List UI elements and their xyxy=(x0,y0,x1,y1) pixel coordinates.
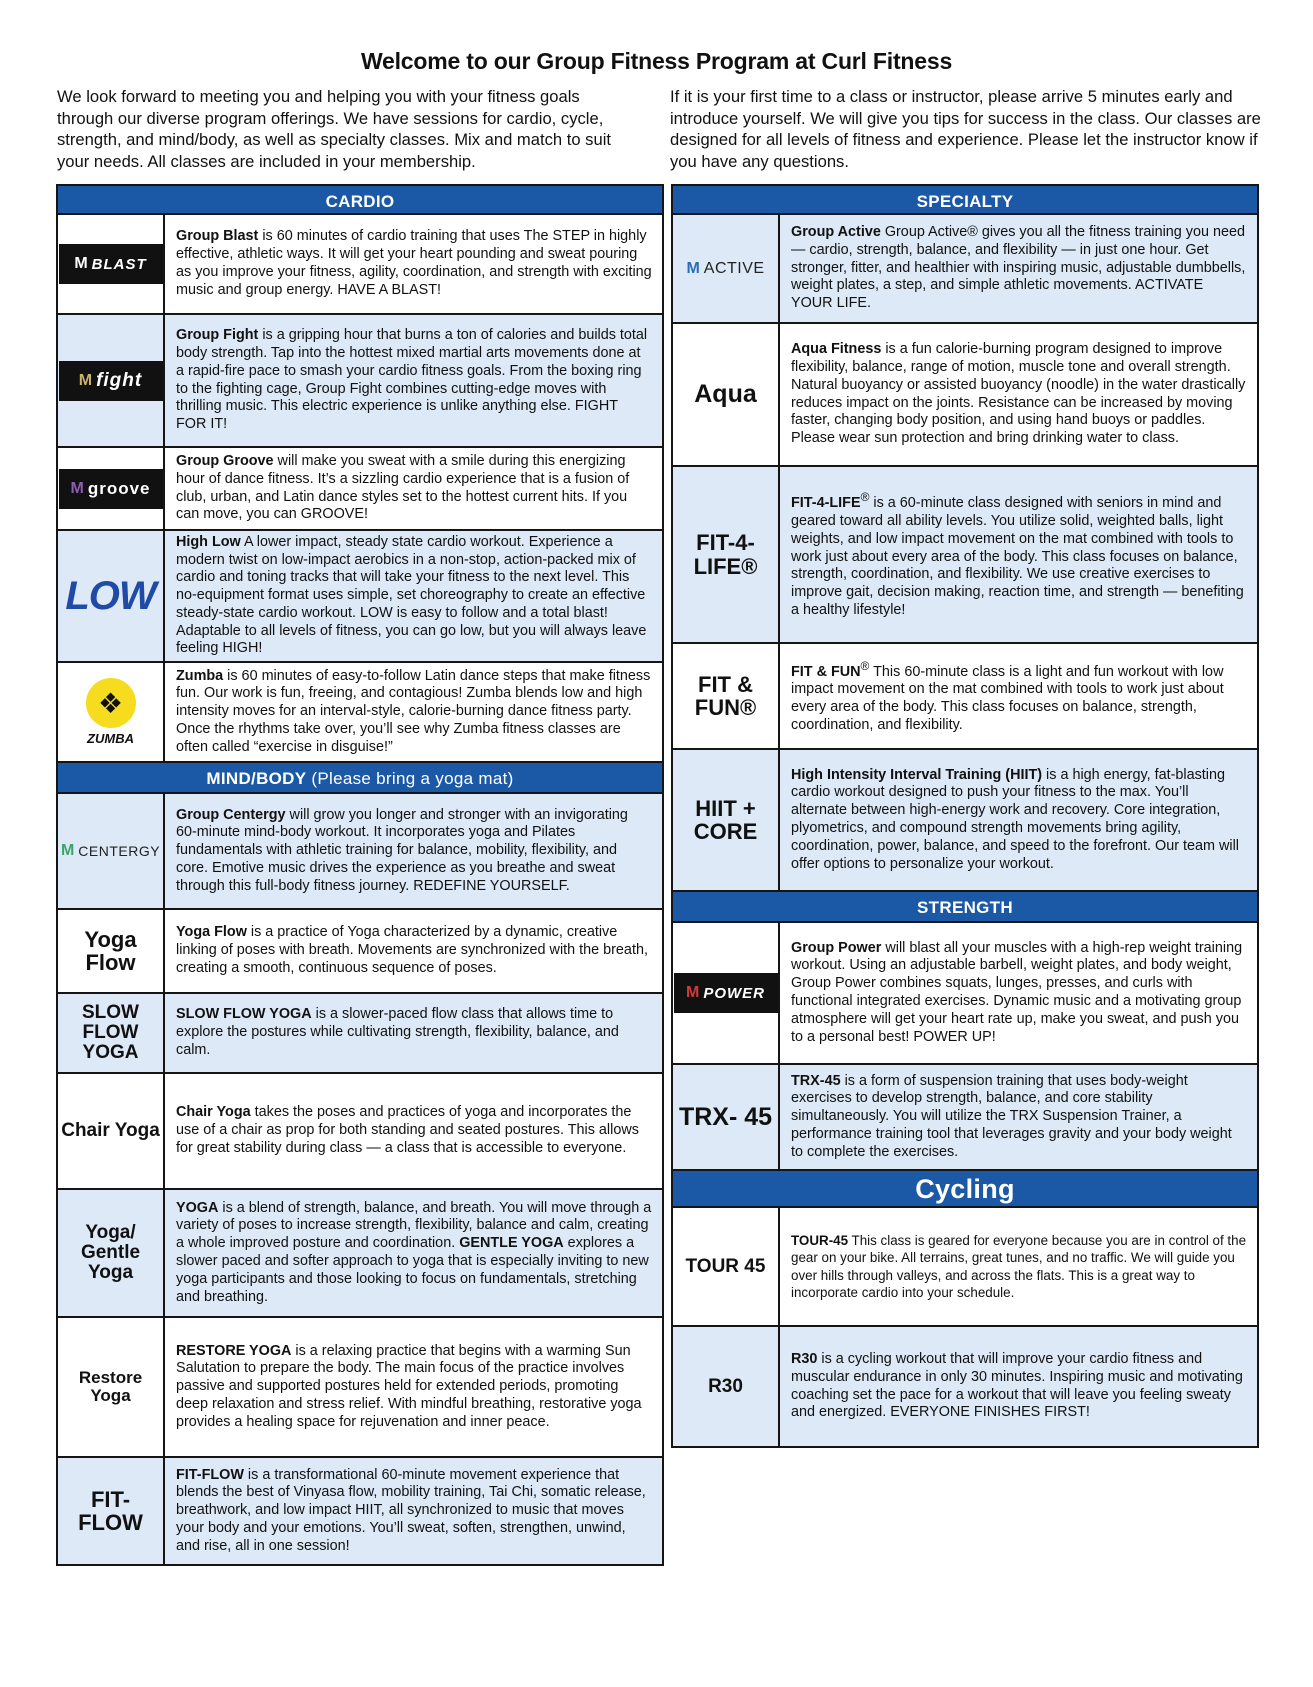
class-row-fit-fun xyxy=(671,644,1259,750)
zumba-dancer-icon: ❖ xyxy=(86,678,136,728)
class-row-tour-45 xyxy=(671,1208,1259,1327)
fit-flow-label: FIT- FLOW xyxy=(78,1486,143,1535)
class-row-aqua xyxy=(671,324,1259,467)
group-groove-description: Group Groove will make you sweat with a smile during this energizing hour of dance fitness. It’s a sizzling cardio experience that is a fusion of club, urban, and Latin dance styles set to the hottest current hits. If you can move, you can GROOVE! xyxy=(176,452,630,523)
m-mark-icon: M xyxy=(60,842,75,859)
r30-label: R30 xyxy=(708,1375,743,1397)
left-column xyxy=(56,184,664,1566)
group-blast-logo: M BLAST xyxy=(58,215,165,313)
group-fight-logo: M fight xyxy=(58,315,165,446)
class-row-trx-45 xyxy=(671,1065,1259,1171)
trx-45-label: TRX- 45 xyxy=(678,1102,773,1131)
gentle-yoga-description: YOGA is a blend of strength, balance, and breath. You will move through a variety of poses to increase strength, flexibility, balance and calm, creating a whole improved posture and coordination. GENTLE YOGA explores a slower paced and softer approach to yoga that is especially inviting to new yoga participants and those looking to focus on fundamentals, stretching and breathing. xyxy=(176,1199,652,1305)
fit-4-life-label: FIT-4- LIFE® xyxy=(693,530,758,579)
low-logo: LOW xyxy=(58,531,165,661)
group-centergy-logo: M CENTERGY xyxy=(58,794,165,908)
group-power-logo: M POWER xyxy=(673,923,780,1063)
fit-flow-description: FIT-FLOW is a transformational 60-minute movement experience that blends the best of Vinyasa flow, mobility training, Tai Chi, somatic release, breathwork, and low impact HIIT, all synchronized to music that moves your body and your emotions. You’ll sweat, soften, strengthen, unwind, and rise, all in one session! xyxy=(176,1466,646,1554)
tour-45-description: TOUR-45 This class is geared for everyone because you are in control of the gear on your bike. All terrains, great tunes, and no traffic. We will guide you over hills through valleys, and across the flats. This is a great way to incorporate cardio into your schedule. xyxy=(791,1233,1247,1300)
right-column xyxy=(671,184,1259,1448)
group-centergy-description: Group Centergy will grow you longer and stronger with an invigorating 60-minute mind-body workout. It incorporates yoga and Pilates fundamentals with athletic training for balance, mobility, flexibility, and core. Emotive music drives the experience as you breathe and sweat through this full-body fitness journey. REDEFINE YOURSELF. xyxy=(176,806,628,894)
gentle-yoga-label: Yoga/ Gentle Yoga xyxy=(80,1222,141,1283)
zumba-description: Zumba is 60 minutes of easy-to-follow Latin dance steps that make fitness fun. Our work is fun, freeing, and contagious! Zumba blends low and high intensity moves for an interval-style, calorie-burning dance fitness party. Once the rhythms take over, you’ll see why Zumba fitness classes are often called “exercise in disguise!” xyxy=(176,667,651,755)
tour-45-label: TOUR 45 xyxy=(685,1255,766,1277)
restore-yoga-description: RESTORE YOGA is a relaxing practice that begins with a warming Sun Salutation to prepare the body. The main focus of the practice involves passive and supported postures held for extended periods, promoting deep relaxation and stress relief. With mindful breathing, restorative yoga provides a healing space for rejuvenation and inner peace. xyxy=(176,1342,642,1430)
m-mark-icon: M xyxy=(70,479,84,497)
group-fight-description: Group Fight is a gripping hour that burns a ton of calories and builds total body strength. Tap into the hottest mixed martial arts movements done at a rapid-fire pace to smash your cardio fitness goals. From the boxing ring to the fighting cage, Group Fight combines cutting-edge moves with thrilling music. This electric experience is unlike anything else. FIGHT FOR IT! xyxy=(176,327,648,433)
page-title: Welcome to our Group Fitness Program at Curl Fitness xyxy=(360,48,953,74)
group-power-description: Group Power will blast all your muscles with a high-rep weight training workout. Using an adjustable barbell, weight plates, and body weight, Group Power combines squats, lunges, presses, and curls with functional integrated exercises. Dynamic music and a motivating group atmosphere will get your heart rate up, make you sweat, and push you to a personal best! POWER UP! xyxy=(791,939,1243,1045)
zumba-logo: ❖ ZUMBA xyxy=(58,663,165,761)
cardio-header: CARDIO xyxy=(56,184,664,215)
class-row-yoga-flow xyxy=(56,910,664,994)
intro-right: If it is your first time to a class or instructor, please arrive 5 minutes early and introduce yourself. We will give you tips for success in the class. Our classes are designed for all levels of fitness and experience. Please let the instructor know if you have any questions. xyxy=(670,87,1261,171)
class-row-group-blast xyxy=(56,215,664,315)
chair-yoga-label: Chair Yoga xyxy=(61,1120,160,1142)
m-mark-icon: M xyxy=(78,371,93,389)
class-row-high-low xyxy=(56,531,664,663)
yoga-flow-description: Yoga Flow is a practice of Yoga characterized by a dynamic, creative linking of poses with breath. Movements are synchronized with the breath, creating a smooth, continuous sequence of poses. xyxy=(176,924,648,976)
strength-header: STRENGTH xyxy=(671,892,1259,923)
group-groove-logo: M groove xyxy=(58,448,165,529)
class-row-fit-flow xyxy=(56,1458,664,1566)
fit-fun-description: FIT & FUN® This 60-minute class is a light and fun workout with low impact movement on the mat combined with tools to work just about every area of the body. This class focuses on balance, strength, coordination, and flexibility. xyxy=(791,658,1224,733)
aqua-description: Aqua Fitness is a fun calorie-burning program designed to improve flexibility, balance, range of motion, muscle tone and overall strength. Natural buoyancy or assisted buoyancy (noodle) in the water drastically reduces impact on the joints. Resistance can be increased by moving faster, changing body position, and using hand buoys or paddles. Please wear sun protection and bring drinking water to class. xyxy=(791,341,1246,447)
slow-flow-yoga-description: SLOW FLOW YOGA is a slower-paced flow class that allows time to explore the postures while cultivating strength, flexibility, balance, and calm. xyxy=(176,1006,619,1058)
m-mark-icon: M xyxy=(74,255,88,272)
slow-flow-yoga-label: SLOW FLOW YOGA xyxy=(82,1002,139,1063)
class-row-slow-flow-yoga xyxy=(56,994,664,1074)
m-mark-icon: M xyxy=(686,984,700,1001)
chair-yoga-description: Chair Yoga takes the poses and practices of yoga and incorporates the use of a chair as prop for both standing and seated postures. This allows for great stability during class — a class that is accessible to everyone. xyxy=(176,1104,639,1156)
class-row-group-centergy xyxy=(56,794,664,910)
hiit-core-label: HIIT + CORE xyxy=(693,795,758,844)
class-row-group-groove xyxy=(56,448,664,531)
restore-yoga-label: Restore Yoga xyxy=(78,1368,143,1405)
fit-4-life-description: FIT-4-LIFE® is a 60-minute class designed with seniors in mind and geared toward all ability levels. You utilize solid, weighted balls, light weights, and low impact movement on the mat combined with tools to work just about every area of the body. This class focuses on balance, strength, coordination, and flexibility. We use creative exercises to improve gait, decision making, reaction time, and strength — benefiting a healthy lifestyle! xyxy=(791,490,1244,618)
r30-description: R30 is a cycling workout that will improve your cardio fitness and muscular endurance in only 30 minutes. Inspiring music and motivating coaching set the pace for a workout that will leave you feeling sweaty and energized. EVERYONE FINISHES FIRST! xyxy=(791,1350,1243,1421)
mindbody-header: MIND/BODY (Please bring a yoga mat) xyxy=(56,763,664,794)
class-row-hiit-core xyxy=(671,750,1259,892)
yoga-flow-label: Yoga Flow xyxy=(84,926,137,975)
class-row-zumba xyxy=(56,663,664,763)
group-blast-description: Group Blast is 60 minutes of cardio training that uses The STEP in highly effective, athletic ways. It will get your heart pounding and sweat pouring as you improve your fitness, agility, coordination, and strength with exciting music and group energy. HAVE A BLAST! xyxy=(176,228,652,298)
class-row-gentle-yoga xyxy=(56,1190,664,1318)
fit-fun-label: FIT & FUN® xyxy=(694,671,757,720)
class-row-fit-4-life xyxy=(671,467,1259,644)
class-row-r30 xyxy=(671,1327,1259,1448)
class-row-group-power xyxy=(671,923,1259,1065)
aqua-label: Aqua xyxy=(694,380,757,409)
class-row-group-active xyxy=(671,215,1259,324)
class-row-chair-yoga xyxy=(56,1074,664,1190)
trx-45-description: TRX-45 is a form of suspension training that uses body-weight exercises to develop strength, balance, and core stability simultaneously. You will utilize the TRX Suspension Trainer, a performance training tool that leverages gravity and your body weight to complete the exercises. xyxy=(791,1072,1232,1160)
group-active-description: Group Active Group Active® gives you all the fitness training you need — cardio, strength, balance, and flexibility — in just one hour. Get stronger, fitter, and healthier with inspiring music, adjustable dumbbells, weight plates, a step, and simple athletic movements. ACTIVATE YOUR LIFE. xyxy=(791,224,1246,312)
cycling-header: Cycling xyxy=(671,1171,1259,1208)
m-mark-icon: M xyxy=(686,259,700,277)
hiit-core-description: High Intensity Interval Training (HIIT) is a high energy, fat-blasting cardio workout designed to push your fitness to the max. You’ll alternate between high-energy work and recovery. Core integration, plyometrics, and compound strength movements bring agility, coordination, power, balance, and speed to the forefront. Our team will offer options to personalize your workout. xyxy=(791,766,1239,872)
class-row-restore-yoga xyxy=(56,1318,664,1458)
specialty-header: SPECIALTY xyxy=(671,184,1259,215)
class-row-group-fight xyxy=(56,315,664,448)
high-low-description: High Low A lower impact, steady state cardio workout. Experience a modern twist on low-impact aerobics in a non-stop, action-packed mix of cardio and toning tracks that will take your fitness to the next level. This no-equipment format uses simple, set choreography to create an effective steady-state cardio workout. LOW is easy to follow and a total blast! Adaptable to all levels of fitness, you can go low, but you will always leave feeling HIGH! xyxy=(176,533,647,657)
group-active-logo: M ACTIVE xyxy=(673,215,780,322)
intro-left: We look forward to meeting you and helping you with your fitness goals through our diverse program offerings. We have sessions for cardio, cycle, strength, and mind/body, as well as specialty classes. Mix and match to suit your needs. All classes are included in your membership. xyxy=(57,87,611,171)
